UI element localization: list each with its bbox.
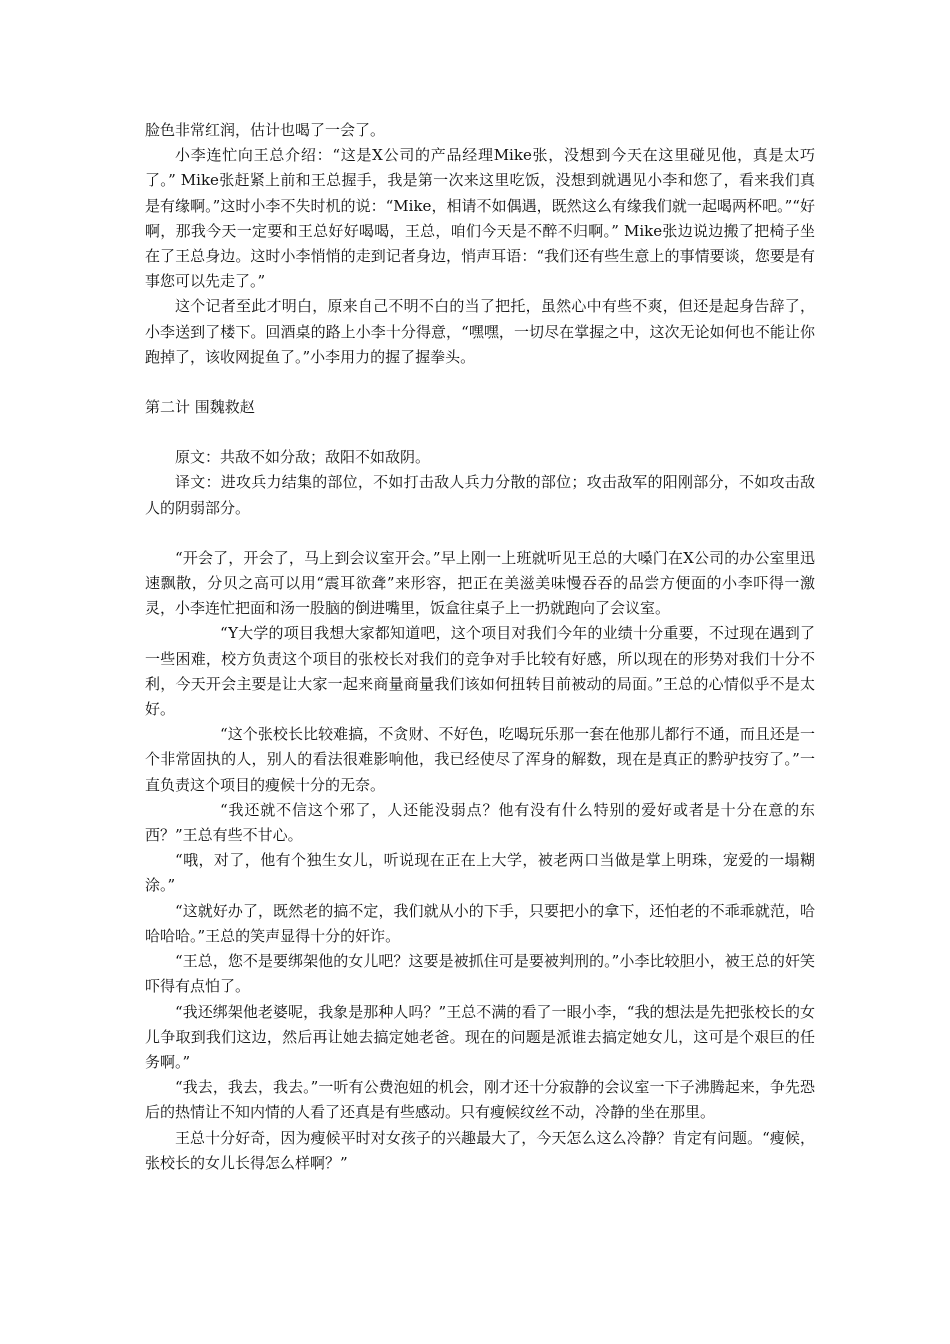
story-paragraph: “我去，我去，我去。”一听有公费泡妞的机会，刚才还十分寂静的会议室一下子沸腾起来，争先恐后的热情让不知内情的人看了还真是有些感动。只有瘦候纹丝不动，冷静的坐在那里。 xyxy=(145,1078,815,1122)
paragraph: 小李连忙向王总介绍：“这是X公司的产品经理Mike张，没想到今天在这里碰见他，真是太巧了。” Mike张赶紧上前和王总握手，我是第一次来这里吃饭，没想到就遇见小李和您了，看来我们真是有缘啊。”这时小李不失时机的说：“Mike，相请不如偶遇，既然这么有缘我们就一起喝两杯吧。”“好啊，那我今天一定要和王总好好喝喝，王总，咱们今天是不醉不归啊。” Mike张边说边搬了把椅子坐在了王总身边。这时小李悄悄的走到记者身边，悄声耳语：“我们还有些生意上的事情要谈，您要是有事您可以先走了。” xyxy=(145,146,815,291)
story-paragraph: “我还就不信这个邪了，人还能没弱点？他有没有什么特别的爱好或者是十分在意的东西？”王总有些不甘心。 xyxy=(145,800,815,845)
story-paragraph: “哦，对了，他有个独生女儿，听说现在正在上大学，被老两口当做是掌上明珠，宠爱的一塌糊涂。” xyxy=(145,851,815,895)
story-paragraph: “这就好办了，既然老的搞不定，我们就从小的下手，只要把小的拿下，还怕老的不乖乖就范，哈哈哈哈。”王总的笑声显得十分的奸诈。 xyxy=(145,901,815,945)
paragraph: 这个记者至此才明白，原来自己不明不白的当了把托，虽然心中有些不爽，但还是起身告辞了，小李送到了楼下。回酒桌的路上小李十分得意，“嘿嘿，一切尽在掌握之中，这次无论如何也不能让你跑掉了，该收网捉鱼了。”小李用力的握了握拳头。 xyxy=(145,297,815,366)
story-paragraph: 王总十分好奇，因为瘦候平时对女孩子的兴趣最大了，今天怎么这么冷静？肯定有问题。“瘦候，张校长的女儿长得怎么样啊？” xyxy=(145,1128,815,1172)
section-title: 第二计 围魏救赵 xyxy=(145,398,255,417)
story-paragraph: “我还绑架他老婆呢，我象是那种人吗？”王总不满的看了一眼小李，“我的想法是先把张校长的女儿争取到我们这边，然后再让她去搞定她老爸。现在的问题是派谁去搞定她女儿，这可是个艰巨的任务啊。” xyxy=(145,1002,815,1071)
original-text: 原文：共敌不如分敌；敌阳不如敌阴。 xyxy=(175,448,431,467)
story-paragraph: “王总，您不是要绑架他的女儿吧？这要是被抓住可是要被判刑的。”小李比较胆小，被王总的奸笑吓得有点怕了。 xyxy=(145,952,815,996)
story-paragraph: “这个张校长比较难搞，不贪财、不好色，吃喝玩乐那一套在他那儿都行不通，而且还是一个非常固执的人，别人的看法很难影响他，我已经使尽了浑身的解数，现在是真正的黔驴技穷了。”一直负责这个项目的瘦候十分的无奈。 xyxy=(145,725,815,794)
document-page xyxy=(145,118,815,1176)
paragraph: 脸色非常红润，估计也喝了一会了。 xyxy=(145,121,386,139)
story-paragraph: “Y大学的项目我想大家都知道吧，这个项目对我们今年的业绩十分重要，不过现在遇到了一些困难，校方负责这个项目的张校长对我们的竞争对手比较有好感，所以现在的形势对我们十分不利，今天开会主要是让大家一起来商量商量我们该如何扭转目前被动的局面。”王总的心情似乎不是太好。 xyxy=(145,624,815,719)
story-paragraph: “开会了，开会了，马上到会议室开会。”早上刚一上班就听见王总的大嗓门在X公司的办公室里迅速飘散，分贝之高可以用“震耳欲聋”来形容，把正在美滋美味慢吞吞的品尝方便面的小李吓得一激灵，小李连忙把面和汤一股脑的倒进嘴里，饭盒往桌子上一扔就跑向了会议室。 xyxy=(145,548,815,618)
translation-text: 译文：进攻兵力结集的部位，不如打击敌人兵力分散的部位；攻击敌军的阳刚部分，不如攻击敌人的阴弱部分。 xyxy=(145,473,815,517)
